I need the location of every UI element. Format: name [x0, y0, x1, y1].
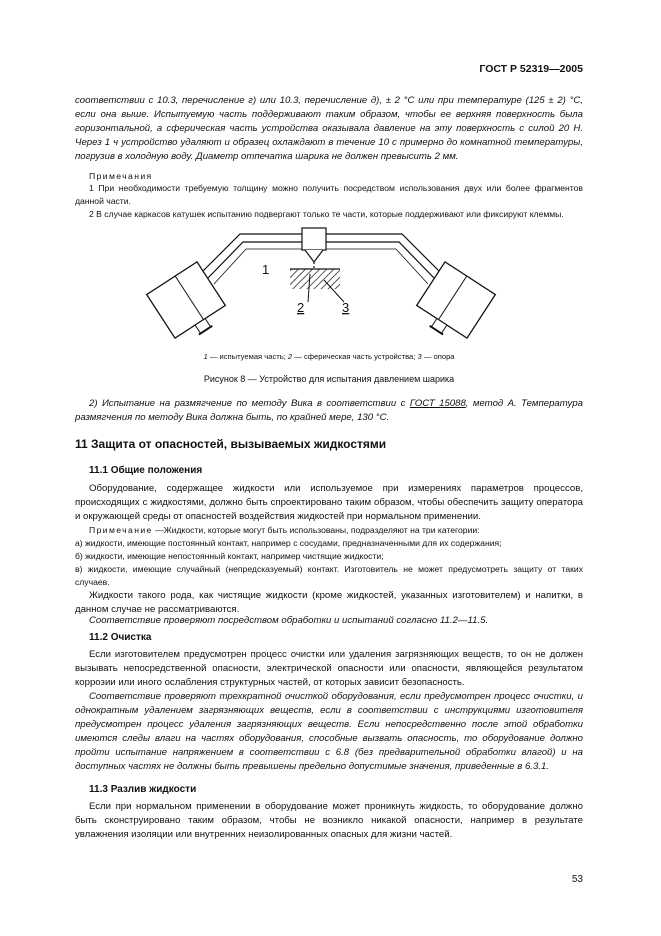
section-11-3-title: 11.3 Разлив жидкости — [89, 784, 197, 795]
document-header: ГОСТ Р 52319—2005 — [479, 63, 583, 75]
figure-label-2: 2 — [297, 300, 305, 315]
intro-paragraph: соответствии с 10.3, перечисление г) или 10.3, перечисление д), ± 2 °С или при температуре (125 ± 2) °С, если она выше. Испытуемую часть поддерживают таким образом, чтобы ее верхняя поверхность была горизонтальной, а сферическая часть устройства оказывала давление на эту поверхность с силой 20 Н. Через 1 ч устройство удаляют и образец охлаждают в течение 10 с примерно до комнатной температуры, погрузив в холодную воду. Диаметр отпечатка шарика не должен превысить 2 мм. — [75, 95, 583, 162]
ball-pressure-apparatus-figure — [140, 222, 520, 347]
section-11-2-title: 11.2 Очистка — [89, 632, 152, 643]
section-11-2-compliance: Соответствие проверяют трехкратной очисткой оборудования, если предусмотрен процесс очистки, и однократным удалением загрязняющих веществ, если в соответствии с инструкциями изготовителя предусмотрен процесс удаления загрязняющих веществ. Если непосредственно после этой обработки имеются следы влаги на частях оборудования, способные вызвать опасность, то оборудование должно пройти испытание напряжением в соответствии с 6.8 (без предварительной обработки влагой) и на доступных частях не должны быть превышены предельно допустимые значения, приведенные в 6.3.1. — [75, 691, 583, 772]
note-item-c: в) жидкости, имеющие случайный (непредсказуемый) контакт. Изготовитель не может предусмотреть защиту от таких случаев. — [75, 564, 583, 587]
right-block-drawing — [411, 262, 495, 347]
note-item-a: а) жидкости, имеющие постоянный контакт, например с сосудами, предназначенными для их содержания; — [75, 538, 502, 548]
section-11-1-title: 11.1 Общие положения — [89, 465, 203, 476]
section-11-1-paragraph: Оборудование, содержащее жидкости или используемое при измерениях параметров процессов, происходящих с жидкостями, должно быть спроектировано таким образом, чтобы обеспечить защиту оператора и окружающей среды от опасностей воздействия жидкостей при нормальном применении. — [75, 483, 583, 522]
note-2: 2 В случае каркасов катушек испытанию подвергают только те части, которые поддерживают или фиксируют клеммы. — [89, 209, 564, 219]
figure-label-3: 3 — [342, 300, 350, 315]
section-11-1-compliance: Соответствие проверяют посредством обработки и испытаний согласно 11.2—11.5. — [89, 615, 489, 626]
section-11-1-note: Примечание —Жидкости, которые могут быть использованы, подразделяют на три категории: — [89, 525, 480, 535]
section-11-1-paragraph-2: Жидкости такого рода, как чистящие жидкости (кроме жидкостей, указанных изготовителем) и напитки, в данном случае не рассматриваются. — [75, 590, 583, 615]
figure-label-1: 1 — [262, 262, 270, 277]
vicat-paragraph: 2) Испытание на размягчение по методу Вика в соответствии с ГОСТ 15088, метод А. Температура размягчения по методу Вика должна быть, по крайней мере, 130 °С. — [75, 398, 583, 423]
section-11-3-paragraph: Если при нормальном применении в оборудование может проникнуть жидкость, то оборудование должно быть сконструировано таким образом, чтобы не возникло никакой опасности, например в результате увлажнения изоляции или внутренних неизолированных опасных для жизни частей. — [75, 801, 583, 840]
spherical-part-drawing — [302, 228, 326, 269]
page-number: 53 — [571, 874, 583, 885]
left-block-drawing — [147, 262, 231, 347]
note-1: 1 При необходимости требуемую толщину можно получить посредством использования двух или более фрагментов данной части. — [75, 183, 583, 206]
figure-caption: Рисунок 8 — Устройство для испытания давлением шарика — [203, 374, 455, 384]
section-11-2-paragraph: Если изготовителем предусмотрен процесс очистки или удаления загрязняющих веществ, то он не должен вызывать непосредственной опасности, электрической опасности или опасности, являющейся результатом коррозии или иного ослабления структурных частей, от которых зависит безопасность. — [75, 649, 583, 688]
support-drawing — [290, 269, 340, 289]
section-11-title: 11 Защита от опасностей, вызываемых жидкостями — [75, 437, 387, 451]
notes-title: Примечания — [89, 171, 153, 181]
note-item-b: б) жидкости, имеющие непостоянный контакт, например чистящие жидкости; — [75, 551, 384, 561]
gost-15088-link[interactable]: ГОСТ 15088 — [409, 398, 466, 409]
figure-legend: 1 — испытуемая часть; 2 — сферическая часть устройства; 3 — опора — [203, 352, 455, 361]
